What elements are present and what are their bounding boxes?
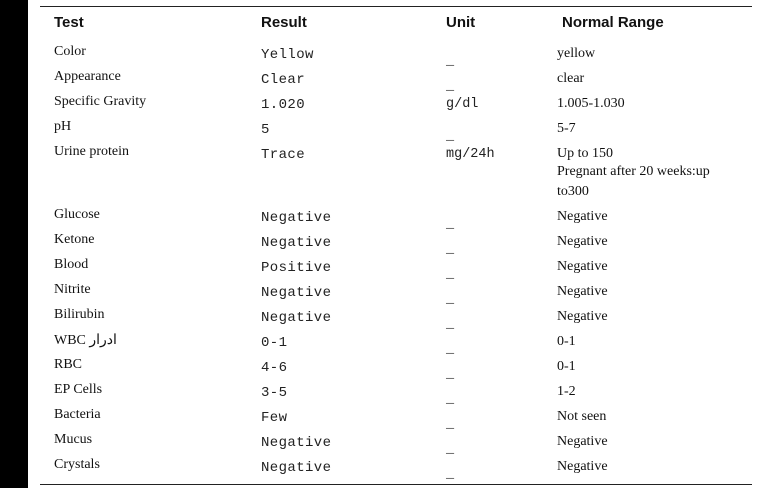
normal-range: Negative [557,209,608,224]
result-value: Trace [261,147,306,163]
test-name: Nitrite [54,282,91,297]
test-name: WBC ادرار [54,333,117,348]
table-row [28,119,759,143]
test-name: Crystals [54,457,100,472]
test-name: Blood [54,257,89,272]
result-value: Few [261,410,288,426]
test-name: pH [54,119,72,134]
unit-value: _ [446,242,455,257]
table-row [28,407,759,431]
normal-range: Negative [557,434,608,449]
table-row [28,69,759,93]
result-value: 4-6 [261,360,288,376]
unit-value: g/dl [446,97,479,112]
normal-range: Negative [557,234,608,249]
normal-range: yellow [557,46,596,61]
normal-range-line-2: Pregnant after 20 weeks:up [557,164,710,179]
unit-value: _ [446,417,455,432]
result-value: Clear [261,72,306,88]
test-name: Color [54,44,86,59]
unit-value: _ [446,392,455,407]
result-value: Yellow [261,47,314,63]
normal-range: 1.005-1.030 [557,96,625,111]
header-unit: Unit [446,14,476,31]
result-value: 5 [261,122,270,138]
test-name: Mucus [54,432,93,447]
table-row [28,232,759,256]
normal-range: 1-2 [557,384,576,399]
test-name: Bacteria [54,407,101,422]
normal-range: Negative [557,309,608,324]
result-value: Negative [261,235,332,251]
report-sheet [28,0,759,488]
test-name: Bilirubin [54,307,105,322]
result-value: Negative [261,310,332,326]
table-row [28,307,759,331]
test-name: Appearance [54,69,121,84]
table-row [28,257,759,281]
unit-value: _ [446,217,455,232]
test-name: Glucose [54,207,100,222]
table-row [28,144,759,208]
table-row [28,457,759,481]
result-value: Negative [261,460,332,476]
unit-value: _ [446,442,455,457]
table-row [28,357,759,381]
unit-value: _ [446,129,455,144]
normal-range: Not seen [557,409,607,424]
unit-value: _ [446,79,455,94]
normal-range: 0-1 [557,334,576,349]
table-row [28,432,759,456]
unit-value: _ [446,342,455,357]
table-row [28,282,759,306]
test-name: Urine protein [54,144,130,159]
result-value: Negative [261,210,332,226]
header-normal-range: Normal Range [562,14,664,31]
normal-range: Negative [557,459,608,474]
top-rule [40,6,752,7]
result-value: Positive [261,260,332,276]
test-name: RBC [54,357,83,372]
unit-value: _ [446,317,455,332]
test-name: Specific Gravity [54,94,147,109]
header-result: Result [261,14,307,31]
normal-range: 0-1 [557,359,576,374]
unit-value: _ [446,267,455,282]
test-name: EP Cells [54,382,103,397]
result-value: Negative [261,285,332,301]
unit-value: _ [446,292,455,307]
unit-value: _ [446,54,455,69]
normal-range: Negative [557,259,608,274]
table-row [28,94,759,118]
normal-range: clear [557,71,585,86]
normal-range: Negative [557,284,608,299]
table-row [28,382,759,406]
normal-range: 5-7 [557,121,576,136]
normal-range-line-3: to300 [557,184,589,199]
unit-value: mg/24h [446,147,495,162]
header-test: Test [54,14,84,31]
table-row [28,44,759,68]
table-row [28,332,759,356]
normal-range: Up to 150 [557,146,613,161]
result-value: Negative [261,435,332,451]
result-value: 0-1 [261,335,288,351]
bottom-rule [40,484,752,485]
result-value: 1.020 [261,97,306,113]
unit-value: _ [446,367,455,382]
table-row [28,207,759,231]
result-value: 3-5 [261,385,288,401]
unit-value: _ [446,467,455,482]
test-name: Ketone [54,232,95,247]
